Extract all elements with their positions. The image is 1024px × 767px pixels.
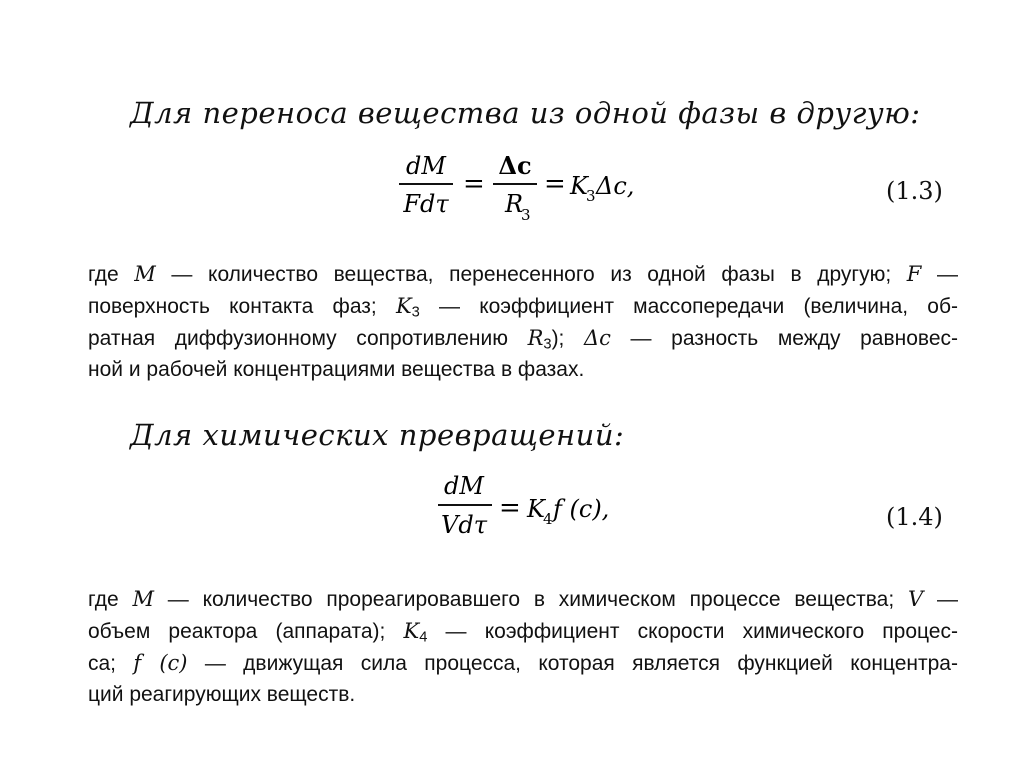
formula-1-3-denominator-left: Fdτ	[403, 190, 449, 218]
formula-1-3-rhs-main: K	[570, 172, 588, 200]
section1-heading: Для переноса вещества из одной фазы в другую:	[130, 96, 921, 130]
formula-1-3-numerator-left: dM	[406, 152, 446, 180]
formula-1-3	[395, 150, 655, 235]
paragraph-line: где M — количество вещества, перенесенного из одной фазы в другую; F —	[88, 262, 958, 286]
paragraph-line: ций реагирующих веществ.	[88, 683, 356, 706]
section1-paragraph	[88, 258, 958, 386]
formula-1-3-equals-1: =	[463, 169, 485, 199]
formula-1-4-rhs-tail: f (c),	[553, 495, 610, 523]
paragraph-line: где M — количество прореагировавшего в химическом процессе вещества; V —	[88, 587, 958, 611]
formula-1-4-numerator: dM	[444, 472, 484, 500]
formula-1-3-denominator-right: R	[505, 190, 524, 218]
formula-1-4-rhs-sub: 4	[543, 510, 553, 528]
formula-1-4-rhs-main: K	[527, 495, 545, 523]
formula-1-4-denominator: Vdτ	[441, 511, 487, 539]
paragraph-line: ной и рабочей концентрациями вещества в фазах.	[88, 358, 585, 381]
section2-heading: Для химических превращений:	[130, 418, 625, 452]
formula-1-4-equals: =	[499, 493, 521, 523]
paragraph-line: ратная диффузионному сопротивлению $R_3$); Δc — разность между равновес-	[88, 326, 958, 353]
paragraph-line: объем реактора (аппарата); $K_4$ — коэффициент скорости химического процес-	[88, 619, 958, 646]
formula-1-3-equals-2: =	[544, 169, 566, 199]
equation-number-1-4: (1.4)	[886, 503, 943, 531]
section2-paragraph	[88, 583, 958, 711]
formula-1-3-rhs-tail: Δc,	[596, 172, 635, 200]
formula-1-3-rhs-sub: 3	[586, 187, 596, 205]
formula-1-3-denominator-right-sub: 3	[521, 206, 531, 224]
paragraph-line: са; f (c) — движущая сила процесса, которая является функцией концентра-	[88, 651, 958, 675]
paragraph-line: поверхность контакта фаз; $K_3$ — коэффициент массопередачи (величина, об-	[88, 294, 958, 321]
formula-1-3-numerator-right: Δc	[498, 151, 532, 180]
equation-number-1-3: (1.3)	[886, 177, 943, 205]
formula-1-4	[432, 470, 632, 550]
